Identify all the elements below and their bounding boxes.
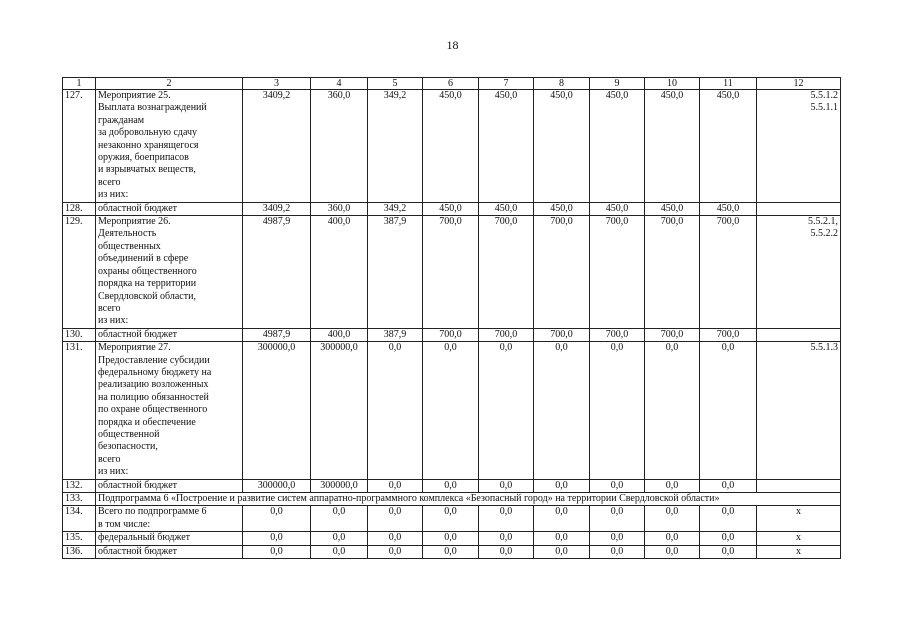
code-cell [757,216,841,329]
code-cell [757,90,841,203]
row-name [96,532,243,545]
value-cell: 0,0 [311,532,368,545]
row-name-line: из них: [98,315,129,327]
value-cell: 450,0 [645,90,700,203]
row-name-line: объединений в сфере [98,253,189,265]
row-name-line: незаконно хранящегося [98,139,199,151]
row-name [96,545,243,558]
value-cell: 450,0 [534,202,590,215]
value-cell: 700,0 [479,216,534,329]
row-name-line: федеральный бюджет [98,532,191,544]
value-cell: 300000,0 [311,342,368,479]
value-cell: 0,0 [645,545,700,558]
value-cell: 0,0 [590,479,645,492]
value-cell: 0,0 [590,545,645,558]
row-name-line: областной бюджет [98,479,178,491]
value-cell: 349,2 [368,202,423,215]
value-cell: 0,0 [590,506,645,532]
value-cell: 0,0 [645,479,700,492]
row-name-line: Мероприятие 25. [98,90,171,101]
value-cell: 0,0 [368,532,423,545]
row-name-line: и взрывчатых веществ, [98,164,196,176]
value-cell: 349,2 [368,90,423,203]
value-cell: 0,0 [700,479,757,492]
row-name-line: по охране общественного [98,404,208,416]
value-cell: 0,0 [700,532,757,545]
row-name-line: областной бюджет [98,202,178,214]
row-name-line: общественной [98,428,160,440]
value-cell: 450,0 [700,202,757,215]
row-name [96,90,243,203]
value-cell: 0,0 [243,506,311,532]
row-name-line: областной бюджет [98,545,178,557]
value-cell: 700,0 [534,216,590,329]
code-cell [757,545,841,558]
value-cell: 700,0 [645,216,700,329]
value-cell: 700,0 [590,216,645,329]
value-cell: 0,0 [368,479,423,492]
code-line: х [796,545,801,557]
value-cell: 387,9 [368,216,423,329]
value-cell: 0,0 [423,479,479,492]
value-cell: 3409,2 [243,90,311,203]
row-name-line: Предоставление субсидии [98,354,210,366]
code-line: 5.5.1.2 [810,90,838,101]
row-name [96,342,243,479]
row-name-line: Свердловской области, [98,290,196,302]
row-name-line: безопасности, [98,441,158,453]
column-header-10: 10 [645,78,700,90]
value-cell: 0,0 [423,342,479,479]
row-number: 134. [63,506,96,532]
value-cell: 360,0 [311,90,368,203]
row-name-line: Мероприятие 27. [98,342,171,354]
row-name-line: из них: [98,189,129,201]
subprogram-title: Подпрограмма 6 «Построение и развитие систем аппаратно-программного комплекса «Безопасный город» на территории Свердловской области» [96,493,841,506]
column-header-7: 7 [479,78,534,90]
value-cell: 450,0 [645,202,700,215]
row-name-line: областной бюджет [98,328,178,340]
row-name-line: Мероприятие 26. [98,216,171,228]
value-cell: 700,0 [423,216,479,329]
row-name [96,506,243,532]
value-cell: 450,0 [479,90,534,203]
row-number: 135. [63,532,96,545]
column-header-row [63,78,841,90]
row-name-line: оружия, боеприпасов [98,152,189,164]
row-number: 133. [63,493,96,506]
column-header-4: 4 [311,78,368,90]
value-cell: 450,0 [590,202,645,215]
row-name-line: за добровольную сдачу [98,127,198,139]
row-number: 128. [63,202,96,215]
value-cell: 387,9 [368,328,423,341]
value-cell: 3409,2 [243,202,311,215]
table-row [63,216,841,329]
code-cell [757,342,841,479]
row-number: 131. [63,342,96,479]
column-header-8: 8 [534,78,590,90]
value-cell: 700,0 [645,328,700,341]
table-row [63,532,841,545]
row-name-line: всего [98,302,121,314]
row-number: 132. [63,479,96,492]
row-name-line: охраны общественного [98,265,197,277]
row-name-line: реализацию возложенных [98,379,209,391]
value-cell: 400,0 [311,216,368,329]
subprogram-row [63,493,841,506]
code-line: 5.5.2.1, [808,216,838,228]
value-cell: 700,0 [479,328,534,341]
value-cell: 0,0 [368,545,423,558]
value-cell: 0,0 [243,532,311,545]
column-header-6: 6 [423,78,479,90]
row-name-line: гражданам [98,114,145,126]
row-name-line: порядка на территории [98,278,197,290]
value-cell: 700,0 [534,328,590,341]
value-cell: 0,0 [311,545,368,558]
row-name [96,216,243,329]
table-row [63,342,841,479]
value-cell: 0,0 [479,545,534,558]
value-cell: 4987,9 [243,216,311,329]
value-cell: 0,0 [645,506,700,532]
row-name [96,328,243,341]
code-cell [757,202,841,215]
row-name-line: порядка и обеспечение [98,416,196,428]
row-name-line: в том числе: [98,518,151,530]
code-cell [757,532,841,545]
table-body [63,78,841,559]
column-header-1: 1 [63,78,96,90]
value-cell: 700,0 [423,328,479,341]
row-number: 129. [63,216,96,329]
row-name-line: Выплата вознаграждений [98,102,207,114]
table-row [63,506,841,532]
value-cell: 0,0 [700,506,757,532]
row-name-line: всего [98,176,121,188]
value-cell: 300000,0 [311,479,368,492]
row-number: 130. [63,328,96,341]
column-header-12: 12 [757,78,841,90]
value-cell: 450,0 [423,90,479,203]
value-cell: 0,0 [700,545,757,558]
value-cell: 0,0 [700,342,757,479]
page-number: 18 [446,38,459,52]
value-cell: 0,0 [479,532,534,545]
value-cell: 700,0 [700,328,757,341]
code-line: 5.5.1.1 [810,102,838,114]
value-cell: 4987,9 [243,328,311,341]
value-cell: 0,0 [423,532,479,545]
value-cell: 360,0 [311,202,368,215]
code-cell [757,506,841,532]
code-line: х [796,532,801,544]
value-cell: 700,0 [590,328,645,341]
value-cell: 0,0 [243,545,311,558]
table-row [63,545,841,558]
value-cell: 0,0 [368,506,423,532]
code-line: 5.5.2.2 [810,228,838,240]
value-cell: 450,0 [590,90,645,203]
value-cell: 0,0 [645,532,700,545]
value-cell: 450,0 [700,90,757,203]
value-cell: 0,0 [534,506,590,532]
column-header-9: 9 [590,78,645,90]
value-cell: 0,0 [479,479,534,492]
column-header-11: 11 [700,78,757,90]
table-row [63,328,841,341]
value-cell: 0,0 [423,545,479,558]
value-cell: 0,0 [590,532,645,545]
row-name-line: из них: [98,466,129,478]
column-header-2: 2 [96,78,243,90]
table-row [63,90,841,203]
column-header-5: 5 [368,78,423,90]
value-cell: 700,0 [700,216,757,329]
value-cell: 450,0 [423,202,479,215]
value-cell: 0,0 [534,532,590,545]
row-name-line: общественных [98,240,161,252]
value-cell: 0,0 [423,506,479,532]
row-name-line: на полицию обязанностей [98,391,209,403]
value-cell: 0,0 [534,342,590,479]
value-cell: 0,0 [311,506,368,532]
value-cell: 0,0 [368,342,423,479]
row-number: 136. [63,545,96,558]
value-cell: 0,0 [534,545,590,558]
column-header-3: 3 [243,78,311,90]
row-name-line: Всего по подпрограмме 6 [98,506,207,518]
value-cell: 400,0 [311,328,368,341]
value-cell: 0,0 [645,342,700,479]
value-cell: 0,0 [534,479,590,492]
value-cell: 300000,0 [243,342,311,479]
value-cell: 0,0 [479,342,534,479]
table-row [63,479,841,492]
row-name-line: всего [98,453,121,465]
value-cell: 450,0 [479,202,534,215]
row-name-line: Деятельность [98,228,157,240]
code-cell [757,479,841,492]
table-row [63,202,841,215]
row-name [96,479,243,492]
row-name [96,202,243,215]
value-cell: 450,0 [534,90,590,203]
value-cell: 0,0 [590,342,645,479]
budget-table [62,77,841,559]
code-line: х [796,506,801,518]
value-cell: 0,0 [479,506,534,532]
code-line: 5.5.1.3 [810,342,838,354]
row-name-line: федеральному бюджету на [98,366,212,378]
code-cell [757,328,841,341]
value-cell: 300000,0 [243,479,311,492]
row-number: 127. [63,90,96,203]
